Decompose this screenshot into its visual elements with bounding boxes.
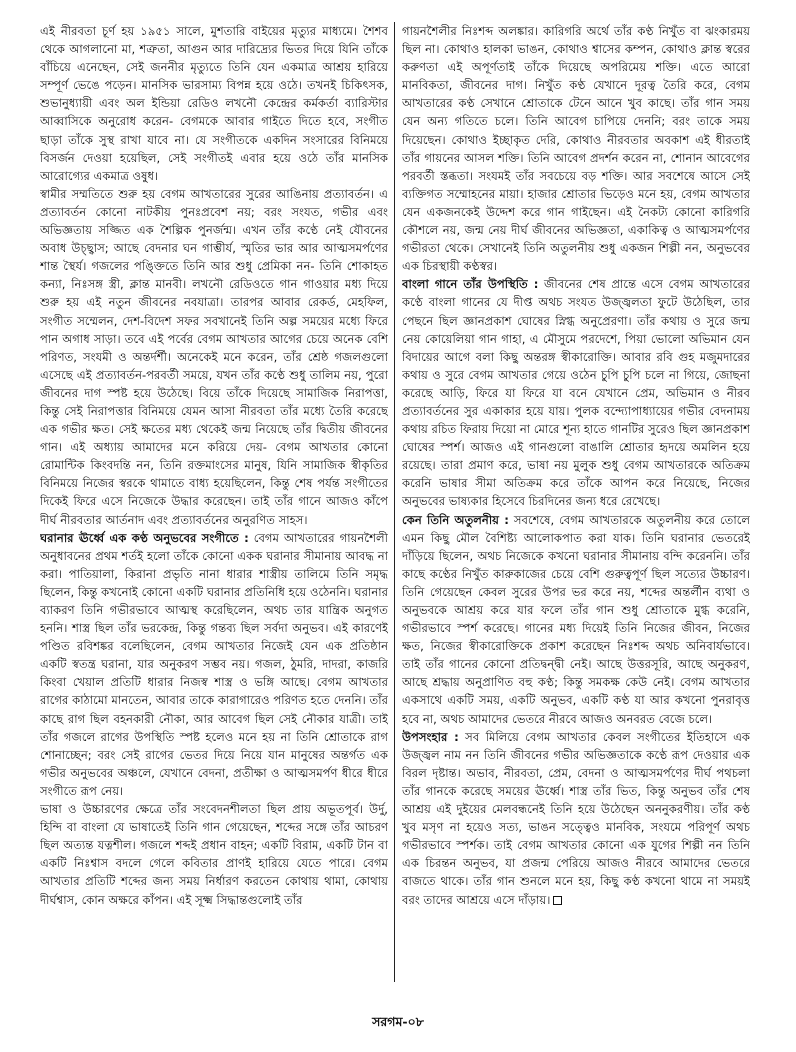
column-divider (394, 22, 395, 982)
paragraph-return-to-music: স্বামীর সম্মতিতে শুরু হয় বেগম আখতারের সুরের আঙিনায় প্রত্যাবর্তন। এ প্রত্যাবর্তন কোনো নাটকীয় পুনঃপ্রবেশ নয়; বরং সংযত, গভীর এবং অভিজ্ঞতায় সজ্জিত এক শৈল্পিক পুনর্জন্ম। এখন তাঁর কণ্ঠে নেই যৌবনের অবাধ উচ্ছ্বাস; আছে বেদনার ঘন গাম্ভীর্য, স্মৃতির ভার আর আত্মসমর্পণের শান্ত স্থৈর্য। গজলের পঙ্ক্তিতে তিনি আর শুধু প্রেমিকা নন- তিনি শোকাহত কন্যা, নিঃসঙ্গ স্ত্রী, ক্লান্ত মানবী। লখনৌ রেডিওতে গান গাওয়ার মধ্য দিয়ে শুরু হয় এই নতুন জীবনের নবযাত্রা। তারপর আবার রেকর্ড, মেহফিল, সংগীত সম্মেলন, দেশ-বিদেশ সফর সবখানেই তিনি অল্প সময়ের মধ্যে ফিরে পান অগাধ সাড়া। তবে এই পর্বের বেগম আখতার আগের চেয়ে অনেক বেশি পরিণত, সংযমী ও অন্তর্দর্শী। অনেকেই মনে করেন, তাঁর শ্রেষ্ঠ গজলগুলো এসেছে এই প্রত্যাবর্তন-পরবর্তী সময়ে, যখন তাঁর কণ্ঠে শুধু তালিম নয়, পুরো জীবনের দাগ স্পষ্ট হয়ে উঠেছে। বিয়ে তাঁকে দিয়েছে সামাজিক নিরাপত্তা, কিন্তু সেই নিরাপত্তার বিনিময়ে যেমন আসা নীরবতা তাঁর মধ্যে তৈরি করেছে এক গভীর ক্ষত। সেই ক্ষতের মধ্য থেকেই জন্ম নিয়েছে তাঁর দ্বিতীয় জীবনের গান। এই অধ্যায় আমাদের মনে করিয়ে দেয়- বেগম আখতার কোনো রোমান্টিক কিংবদন্তি নন, তিনি রক্তমাংসের মানুষ, যিনি সামাজিক স্বীকৃতির বিনিময়ে নিজের স্বরকে থামাতে বাধ্য হয়েছিলেন, কিন্তু শেষ পর্যন্ত সংগীতের দিকেই ফিরে এসে নিজেকে উদ্ধার করেছেন। তাই তাঁর গানে আজও কাঁপে দীর্ঘ নীরবতার আর্তনাদ এবং প্রত্যাবর্তনের অনুরণিত সাহস। (40, 186, 388, 527)
section-text-beyond-gharana: বেগম আখতারের গায়নশৈলী অনুধাবনের প্রথম শর্তই হলো তাঁকে কোনো একক ঘরানার সীমানায় আবদ্ধ না করা। পাতিয়ালা, কিরানা প্রভৃতি নানা ধারার শাস্ত্রীয় তালিমে তিনি সমৃদ্ধ ছিলেন, কিন্তু কখনোই কোনো একটি ঘরানার প্রতিনিধি হয়ে ওঠেননি। ঘরানার ব্যাকরণ তিনি গভীরভাবে আত্মস্থ করেছিলেন, অথচ তার যান্ত্রিক অনুগত হননি। শাস্ত্র ছিল তাঁর ভরকেন্দ্র, কিন্তু গন্তব্য ছিল সর্বদা অনুভব। এই কারণেই পণ্ডিত রবিশঙ্কর বলেছিলেন, বেগম আখতার নিজেই যেন এক প্রতিষ্ঠান একটি স্বতন্ত্র ঘরানা, যার অনুকরণ সম্ভব নয়। গজল, ঠুমরি, দাদরা, কাজরি কিংবা খেয়াল প্রতিটি ধারার নিজস্ব শাস্ত্র ও ভঙ্গি আছে। বেগম আখতার রাগের কাঠামো মানতেন, আবার তাকে কারাগারেও পরিণত হতে দেননি। তাঁর কাছে রাগ ছিল বহনকারী নৌকা, আর আবেগ ছিল সেই নৌকার যাত্রী। তাই তাঁর গজলে রাগের উপস্থিতি স্পষ্ট হলেও মনে হয় না তিনি শ্রোতাকে রাগ শোনাচ্ছেন; বরং সেই রাগের ভেতর দিয়ে নিয়ে যান মানুষের অন্তর্গত এক গভীর অনুভবের অঞ্চলে, যেখানে বেদনা, প্রতীক্ষা ও আত্মসমর্পণ ধীরে ধীরে সংগীতে রূপ নেয়। (40, 530, 388, 798)
right-column (402, 22, 750, 1002)
paragraph-incomparable (402, 511, 750, 728)
paragraph-mushtari-death: এই নীরবতা চূর্ণ হয় ১৯৫১ সালে, মুশতারি বাইয়ের মৃত্যুর মাধ্যমে। শৈশব থেকে আগলানো মা, শত্রুতা, আগুন আর দারিদ্র্যের ভিতর দিয়ে যিনি তাঁকে বাঁচিয়ে এনেছেন, সেই জননীর মৃত্যুতে তিনি যেন একমাত্র আশ্রয় হারিয়ে সম্পূর্ণ ভেঙে পড়েন। মানসিক ভারসাম্য বিপন্ন হয়ে ওঠে। তখনই চিকিৎসক, শুভানুধ্যায়ী এবং অল ইন্ডিয়া রেডিও লখনৌ কেন্দ্রের কর্মকর্তা ব্যারিস্টার আব্বাসিকে অনুরোধ করেন- বেগমকে আবার গাইতে দিতে হবে, সংগীত ছাড়া তাঁকে সুস্থ রাখা যাবে না। যে সংগীতকে একদিন সংসারের বিনিময়ে বিসর্জন দেওয়া হয়েছিল, সেই সংগীতই এবার হয়ে ওঠে তাঁর মানসিক আরোগ্যের একমাত্র ওষুধ। (40, 24, 388, 183)
article-end-square-icon (553, 896, 562, 905)
section-heading-conclusion: উপসংহার : (402, 729, 459, 744)
paragraph-beyond-gharana (40, 529, 388, 800)
paragraph-conclusion (402, 728, 750, 909)
section-text-incomparable: সবশেষে, বেগম আখতারকে অতুলনীয় করে তোলে এমন কিছু মৌল বৈশিষ্ট্য আলোকপাত করা যাক। তিনি ঘরানার ভেতরেই দাঁড়িয়ে ছিলেন, অথচ নিজেকে কখনো ঘরানার সীমানায় বন্দি করেননি। তাঁর কাছে কণ্ঠের নিখুঁত কারুকাজের চেয়ে বেশি গুরুত্বপূর্ণ ছিল সত্যের উচ্চারণ। তিনি গেয়েছেন কেবল সুরের উপর ভর করে নয়, শব্দের অন্তর্লীন ব্যথা ও অনুভবকে আশ্রয় করে যার ফলে তাঁর গান শুধু শ্রোতাকে মুগ্ধ করেনি, গভীরভাবে স্পর্শ করেছে। গানের মধ্য দিয়েই তিনি নিজের জীবন, নিজের ক্ষত, নিজের স্বীকারোক্তিকে প্রকাশ করেছেন নিঃশব্দ অথচ অনিবার্যভাবে। তাই তাঁর গানের কোনো প্রতিদ্বন্দ্বী নেই। আছে উত্তরসূরি, আছে অনুকরণ, আছে শ্রদ্ধায় অনুপ্রাণিত বহু কণ্ঠ; কিন্তু সমকক্ষ কেউ নেই। বেগম আখতার একসাথে একটি সময়, একটি অনুভব, একটি কণ্ঠ যা আর কখনো পুনরাবৃত্ত হবে না, অথচ আমাদের ভেতরে নীরবে আজও অনবরত বেজে চলে। (402, 512, 750, 726)
section-text-conclusion: সব মিলিয়ে বেগম আখতার কেবল সংগীতের ইতিহাসে এক উজ্জ্বল নাম নন তিনি জীবনের গভীর অভিজ্ঞতাকে কণ্ঠে রূপ দেওয়ার এক বিরল দৃষ্টান্ত। অভাব, নীরবতা, প্রেম, বেদনা ও আত্মসমর্পণের দীর্ঘ পথচলা তাঁর গানকে করেছে সময়ের ঊর্ধ্বে। শাস্ত্র তাঁর ভিত, কিন্তু অনুভব তাঁর শেষ আশ্রয় এই দুইয়ের মেলবন্ধনেই তিনি হয়ে উঠেছেন অননুকরণীয়। তাঁর কণ্ঠ খুব মসৃণ না হয়েও সত্য, ভাঙন সত্ত্বেও মানবিক, সংযমে পরিপূর্ণ অথচ গভীরভাবে স্পর্শক। তাই বেগম আখতার কোনো এক যুগের শিল্পী নন তিনি এক চিরন্তন অনুভব, যা প্রজন্ম পেরিয়ে আজও নীরবে আমাদের ভেতরে বাজতে থাকে। তাঁর গান শুনলে মনে হয়, কিছু কণ্ঠ কখনো থামে না সময়ই বরং তাদের আশ্রয়ে এসে দাঁড়ায়। (402, 729, 750, 907)
section-heading-beyond-gharana: ঘরানার ঊর্ধ্বে এক কণ্ঠ অনুভবের সংগীতে : (40, 530, 249, 545)
paragraph-bangla-songs (402, 275, 750, 510)
page-footer-label: সরগম-০৮ (372, 1014, 424, 1029)
paragraph-language-pronunciation: ভাষা ও উচ্চারণের ক্ষেত্রে তাঁর সংবেদনশীলতা ছিল প্রায় অভূতপূর্ব। উর্দু, হিন্দি বা বাংলা যে ভাষাতেই তিনি গান গেয়েছেন, শব্দের সঙ্গে তাঁর আচরণ ছিল অত্যন্ত যত্নশীল। গজলে শব্দই প্রধান বাহন; একটি বিরাম, একটি টান বা একটি নিঃশ্বাস বদলে গেলে কবিতার প্রাণই হারিয়ে যেতে পারে। বেগম আখতার প্রতিটি শব্দের জন্য সময় নির্ধারণ করতেন কোথায় থামা, কোথায় দীর্ঘশ্বাস, কোন অক্ষরে কাঁপন। এই সূক্ষ্ম সিদ্ধান্তগুলোই তাঁর (40, 802, 388, 907)
section-heading-incomparable: কেন তিনি অতুলনীয় : (402, 512, 509, 527)
section-text-bangla-songs: জীবনের শেষ প্রান্তে এসে বেগম আখতারের কণ্ঠে বাংলা গানের যে দীপ্ত অথচ সংযত উজ্জ্বলতা ফুটে উঠেছিল, তার পেছনে ছিল জ্ঞানপ্রকাশ ঘোষের স্নিগ্ধ অনুপ্রেরণা। তাঁর কথায় ও সুরে জন্ম নেয় কোয়েলিয়া গান গাহা, এ মৌসুমে পরদেশে, পিয়া ভোলো অভিমান যেন বিদায়ের আগে বলা কিছু অন্তরঙ্গ স্বীকারোক্তি। আবার রবি গুহ মজুমদারের কথায় ও সুরে বেগম আখতার গেয়ে ওঠেন চুপি চুপি চলে না গিয়ে, জোছনা করেছে আড়ি, ফিরে যা ফিরে যা বনে যেখানে প্রেম, অভিমান ও নীরব প্রত্যাবর্তনের সুর একাকার হয়ে যায়। পুলক বন্দ্যোপাধ্যায়ের গভীর বেদনাময় কথায় রচিত ফিরায় দিয়ো না মোরে শূন্য হাতে গানটির সুরেও ছিল জ্ঞানপ্রকাশ ঘোষের স্পর্শ। আজও এই গানগুলো বাঙালি শ্রোতার হৃদয়ে অমলিন হয়ে রয়েছে। তারা প্রমাণ করে, ভাষা নয় মুলুক শুধু বেগম আখতারকে অতিক্রম করেনি ভাষার সীমা অতিক্রম করে তাঁকে আপন করে নিয়েছে, নিজের অনুভবের ভাষ্যকার হিসেবে চিরদিনের জন্য ধরে রেখেছে। (402, 277, 750, 509)
left-column (40, 22, 388, 1002)
section-heading-bangla-songs: বাংলা গানে তাঁর উপস্থিতি : (402, 277, 539, 292)
paragraph-singing-style: গায়নশৈলীর নিঃশব্দ অলঙ্কার। কারিগরি অর্থে তাঁর কণ্ঠ নিখুঁত বা ঝংকারময় ছিল না। কোথাও হালকা ভাঙন, কোথাও শ্বাসের কম্পন, কোথাও ক্লান্ত স্বরের করুণতা এই অপূর্ণতাই তাঁকে দিয়েছে অপরিমেয় শক্তি। এতে আরো মানবিকতা, জীবনের দাগ। নিখুঁত কণ্ঠ যেখানে দূরত্ব তৈরি করে, বেগম আখতারের কণ্ঠ সেখানে শ্রোতাকে টেনে আনে খুব কাছে। তাঁর গান সময় যেন অন্য গতিতে চলে। তিনি আবেগ চাপিয়ে দেননি; বরং তাকে সময় দিয়েছেন। কোথাও ইচ্ছাকৃত দেরি, কোথাও নীরবতার অবকাশ এই ধীরতাই তাঁর গায়নের আসল শক্তি। তিনি আবেগ প্রদর্শন করেন না, শোনান আবেগের পরবর্তী স্তব্ধতা। সংযমই তাঁর সবচেয়ে বড় শক্তি। আর সবশেষে আসে সেই ব্যক্তিগত সম্মোহনের মায়া। হাজার শ্রোতার ভিড়েও মনে হয়, বেগম আখতার যেন একজনকেই উদ্দেশ করে গান গাইছেন। এই নৈকট্য কোনো কারিগরি কৌশলে নয়, জন্ম নেয় দীর্ঘ জীবনের অভিজ্ঞতা, একাকিত্ব ও আত্মসমর্পণের গভীরতা থেকে। সেখানেই তিনি অতুলনীয় শুধু একজন শিল্পী নন, অনুভবের এক চিরস্থায়ী কণ্ঠস্বর। (402, 24, 750, 274)
